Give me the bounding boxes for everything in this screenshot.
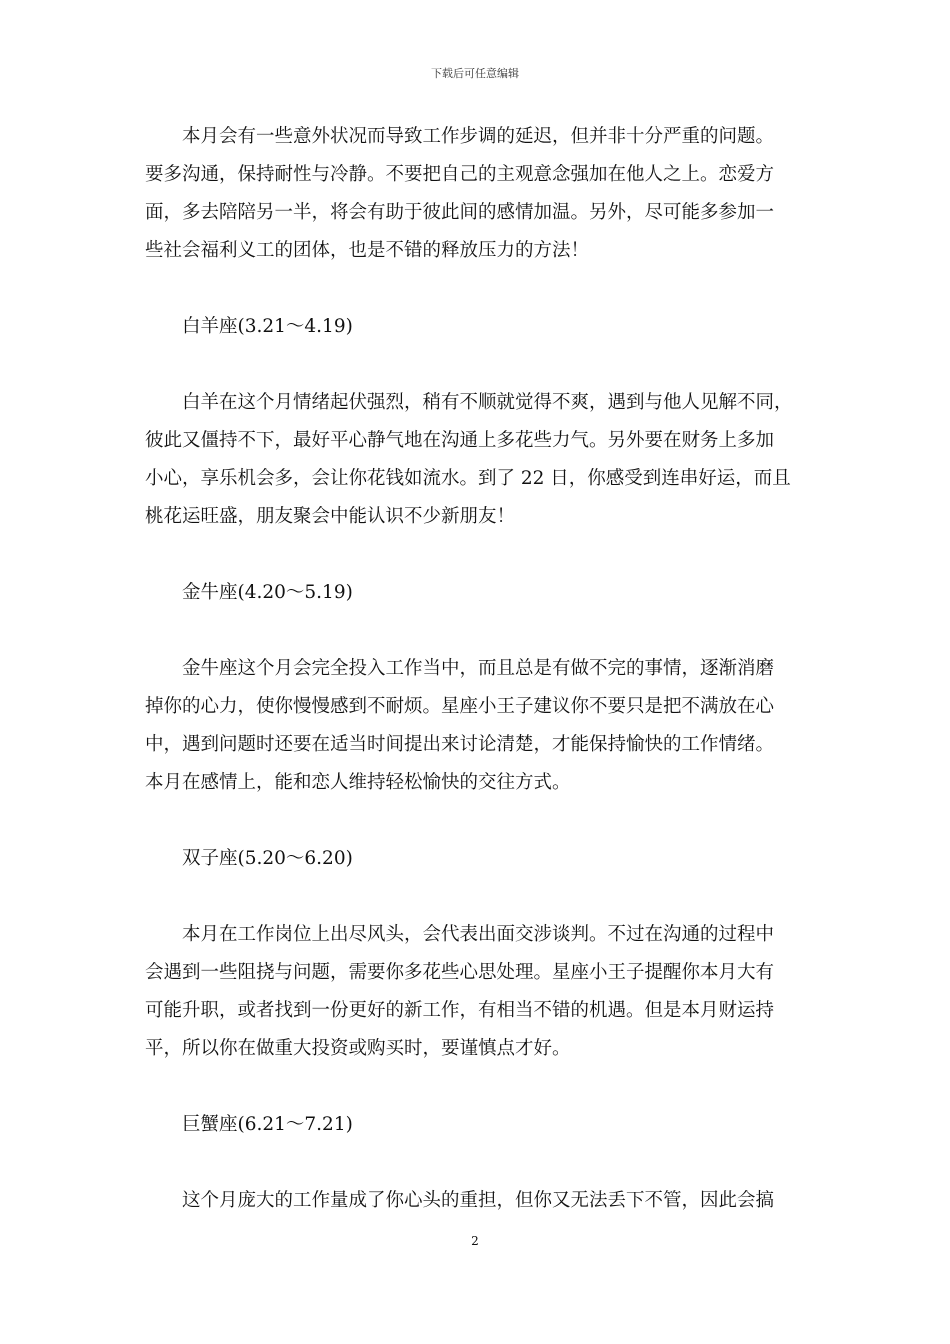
document-body: [145, 118, 815, 1220]
paragraph-line: 平，所以你在做重大投资或购买时，要谨慎点才好。: [145, 1038, 571, 1059]
section-heading-cancer: 巨蟹座(6.21～7.21): [182, 1114, 353, 1135]
paragraph-line: 金牛座这个月会完全投入工作当中，而且总是有做不完的事情，逐渐消磨: [182, 658, 775, 679]
paragraph-line: 可能升职，或者找到一份更好的新工作，有相当不错的机遇。但是本月财运持: [145, 1000, 775, 1021]
section-heading-taurus: 金牛座(4.20～5.19): [182, 582, 353, 603]
paragraph-line: 些社会福利义工的团体，也是不错的释放压力的方法！: [145, 240, 590, 261]
section-paragraph-gemini: [145, 916, 815, 1068]
paragraph-line: 桃花运旺盛，朋友聚会中能认识不少新朋友！: [145, 506, 516, 527]
paragraph-line: 这个月庞大的工作量成了你心头的重担，但你又无法丢下不管，因此会搞: [182, 1190, 775, 1211]
page-number: 2: [471, 1234, 479, 1248]
paragraph-line: 会遇到一些阻挠与问题，需要你多花些心思处理。星座小王子提醒你本月大有: [145, 962, 775, 983]
section-heading-gemini: 双子座(5.20～6.20): [182, 848, 353, 869]
paragraph-line: 小心，享乐机会多，会让你花钱如流水。到了 22 日，你感受到连串好运，而且: [145, 468, 791, 489]
page-header: 下载后可任意编辑: [431, 67, 519, 80]
paragraph-line: 本月在工作岗位上出尽风头，会代表出面交涉谈判。不过在沟通的过程中: [182, 924, 775, 945]
paragraph-line: 白羊在这个月情绪起伏强烈，稍有不顺就觉得不爽，遇到与他人见解不同，: [182, 392, 793, 413]
paragraph-line: 中，遇到问题时还要在适当时间提出来讨论清楚，才能保持愉快的工作情绪。: [145, 734, 775, 755]
section-paragraph-cancer: [145, 1182, 815, 1220]
paragraph-line: 要多沟通，保持耐性与冷静。不要把自己的主观意念强加在他人之上。恋爱方: [145, 164, 775, 185]
paragraph-line: 本月在感情上，能和恋人维持轻松愉快的交往方式。: [145, 772, 571, 793]
section-paragraph-taurus: [145, 650, 815, 802]
section-paragraph-aries: [145, 384, 815, 536]
paragraph-line: 面，多去陪陪另一半，将会有助于彼此间的感情加温。另外，尽可能多参加一: [145, 202, 775, 223]
paragraph-line: 掉你的心力，使你慢慢感到不耐烦。星座小王子建议你不要只是把不满放在心: [145, 696, 775, 717]
paragraph-line: 彼此又僵持不下，最好平心静气地在沟通上多花些力气。另外要在财务上多加: [145, 430, 775, 451]
section-heading-aries: 白羊座(3.21～4.19): [182, 316, 353, 337]
paragraph-line: 本月会有一些意外状况而导致工作步调的延迟，但并非十分严重的问题。: [182, 126, 775, 147]
intro-paragraph: [145, 118, 815, 270]
